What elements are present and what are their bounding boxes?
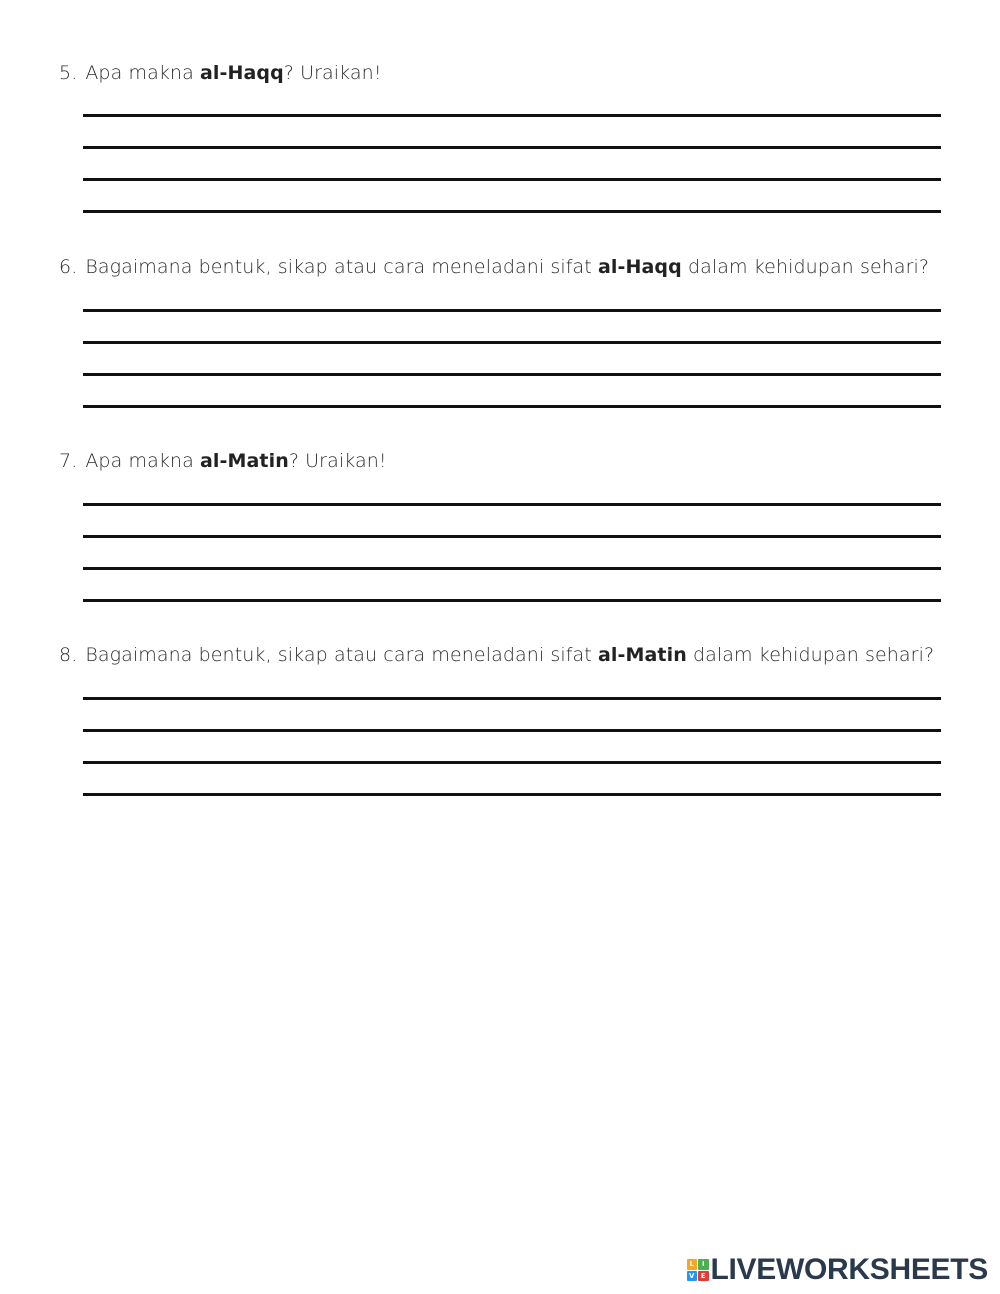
question-number: 5.: [59, 62, 78, 84]
answer-line[interactable]: [83, 729, 941, 732]
liveworksheets-brand: [687, 1255, 989, 1285]
question-number: 7.: [59, 450, 78, 472]
answer-line[interactable]: [83, 114, 941, 117]
brand-name: LIVEWORKSHEETS: [710, 1253, 988, 1286]
answer-line[interactable]: [83, 178, 941, 181]
logo-letter-v: V: [687, 1271, 698, 1282]
question-term: al-Matin: [199, 450, 289, 472]
question-term: al-Haqq: [597, 256, 682, 278]
answer-line[interactable]: [83, 309, 941, 312]
logo-letter-i: I: [698, 1259, 709, 1270]
answer-line[interactable]: [83, 793, 941, 796]
answer-line[interactable]: [83, 373, 941, 376]
question-suffix: dalam kehidupan sehari?: [681, 256, 930, 278]
question-text: [59, 449, 387, 473]
answer-line[interactable]: [83, 210, 941, 213]
answer-line[interactable]: [83, 761, 941, 764]
question-term: al-Haqq: [199, 62, 284, 84]
answer-line[interactable]: [83, 599, 941, 602]
question-suffix: ? Uraikan!: [283, 62, 382, 84]
question-number: 8.: [59, 644, 78, 666]
question-prompt: Apa makna: [85, 450, 200, 472]
liveworksheets-logo-icon: [687, 1259, 709, 1281]
question-prompt: Bagaimana bentuk, sikap atau cara meneladani sifat: [85, 256, 598, 278]
answer-line[interactable]: [83, 405, 941, 408]
answer-line[interactable]: [83, 146, 941, 149]
question-prompt: Apa makna: [85, 62, 200, 84]
question-text: [59, 643, 934, 667]
question-term: al-Matin: [597, 644, 687, 666]
question-prompt: Bagaimana bentuk, sikap atau cara meneladani sifat: [85, 644, 598, 666]
logo-letter-e: E: [698, 1271, 709, 1282]
logo-letter-l: L: [687, 1259, 698, 1270]
question-suffix: ? Uraikan!: [288, 450, 387, 472]
question-suffix: dalam kehidupan sehari?: [686, 644, 935, 666]
question-number: 6.: [59, 256, 78, 278]
question-text: [59, 61, 382, 85]
answer-line[interactable]: [83, 697, 941, 700]
answer-line[interactable]: [83, 341, 941, 344]
answer-line[interactable]: [83, 567, 941, 570]
answer-line[interactable]: [83, 535, 941, 538]
answer-line[interactable]: [83, 503, 941, 506]
question-text: [59, 255, 929, 279]
